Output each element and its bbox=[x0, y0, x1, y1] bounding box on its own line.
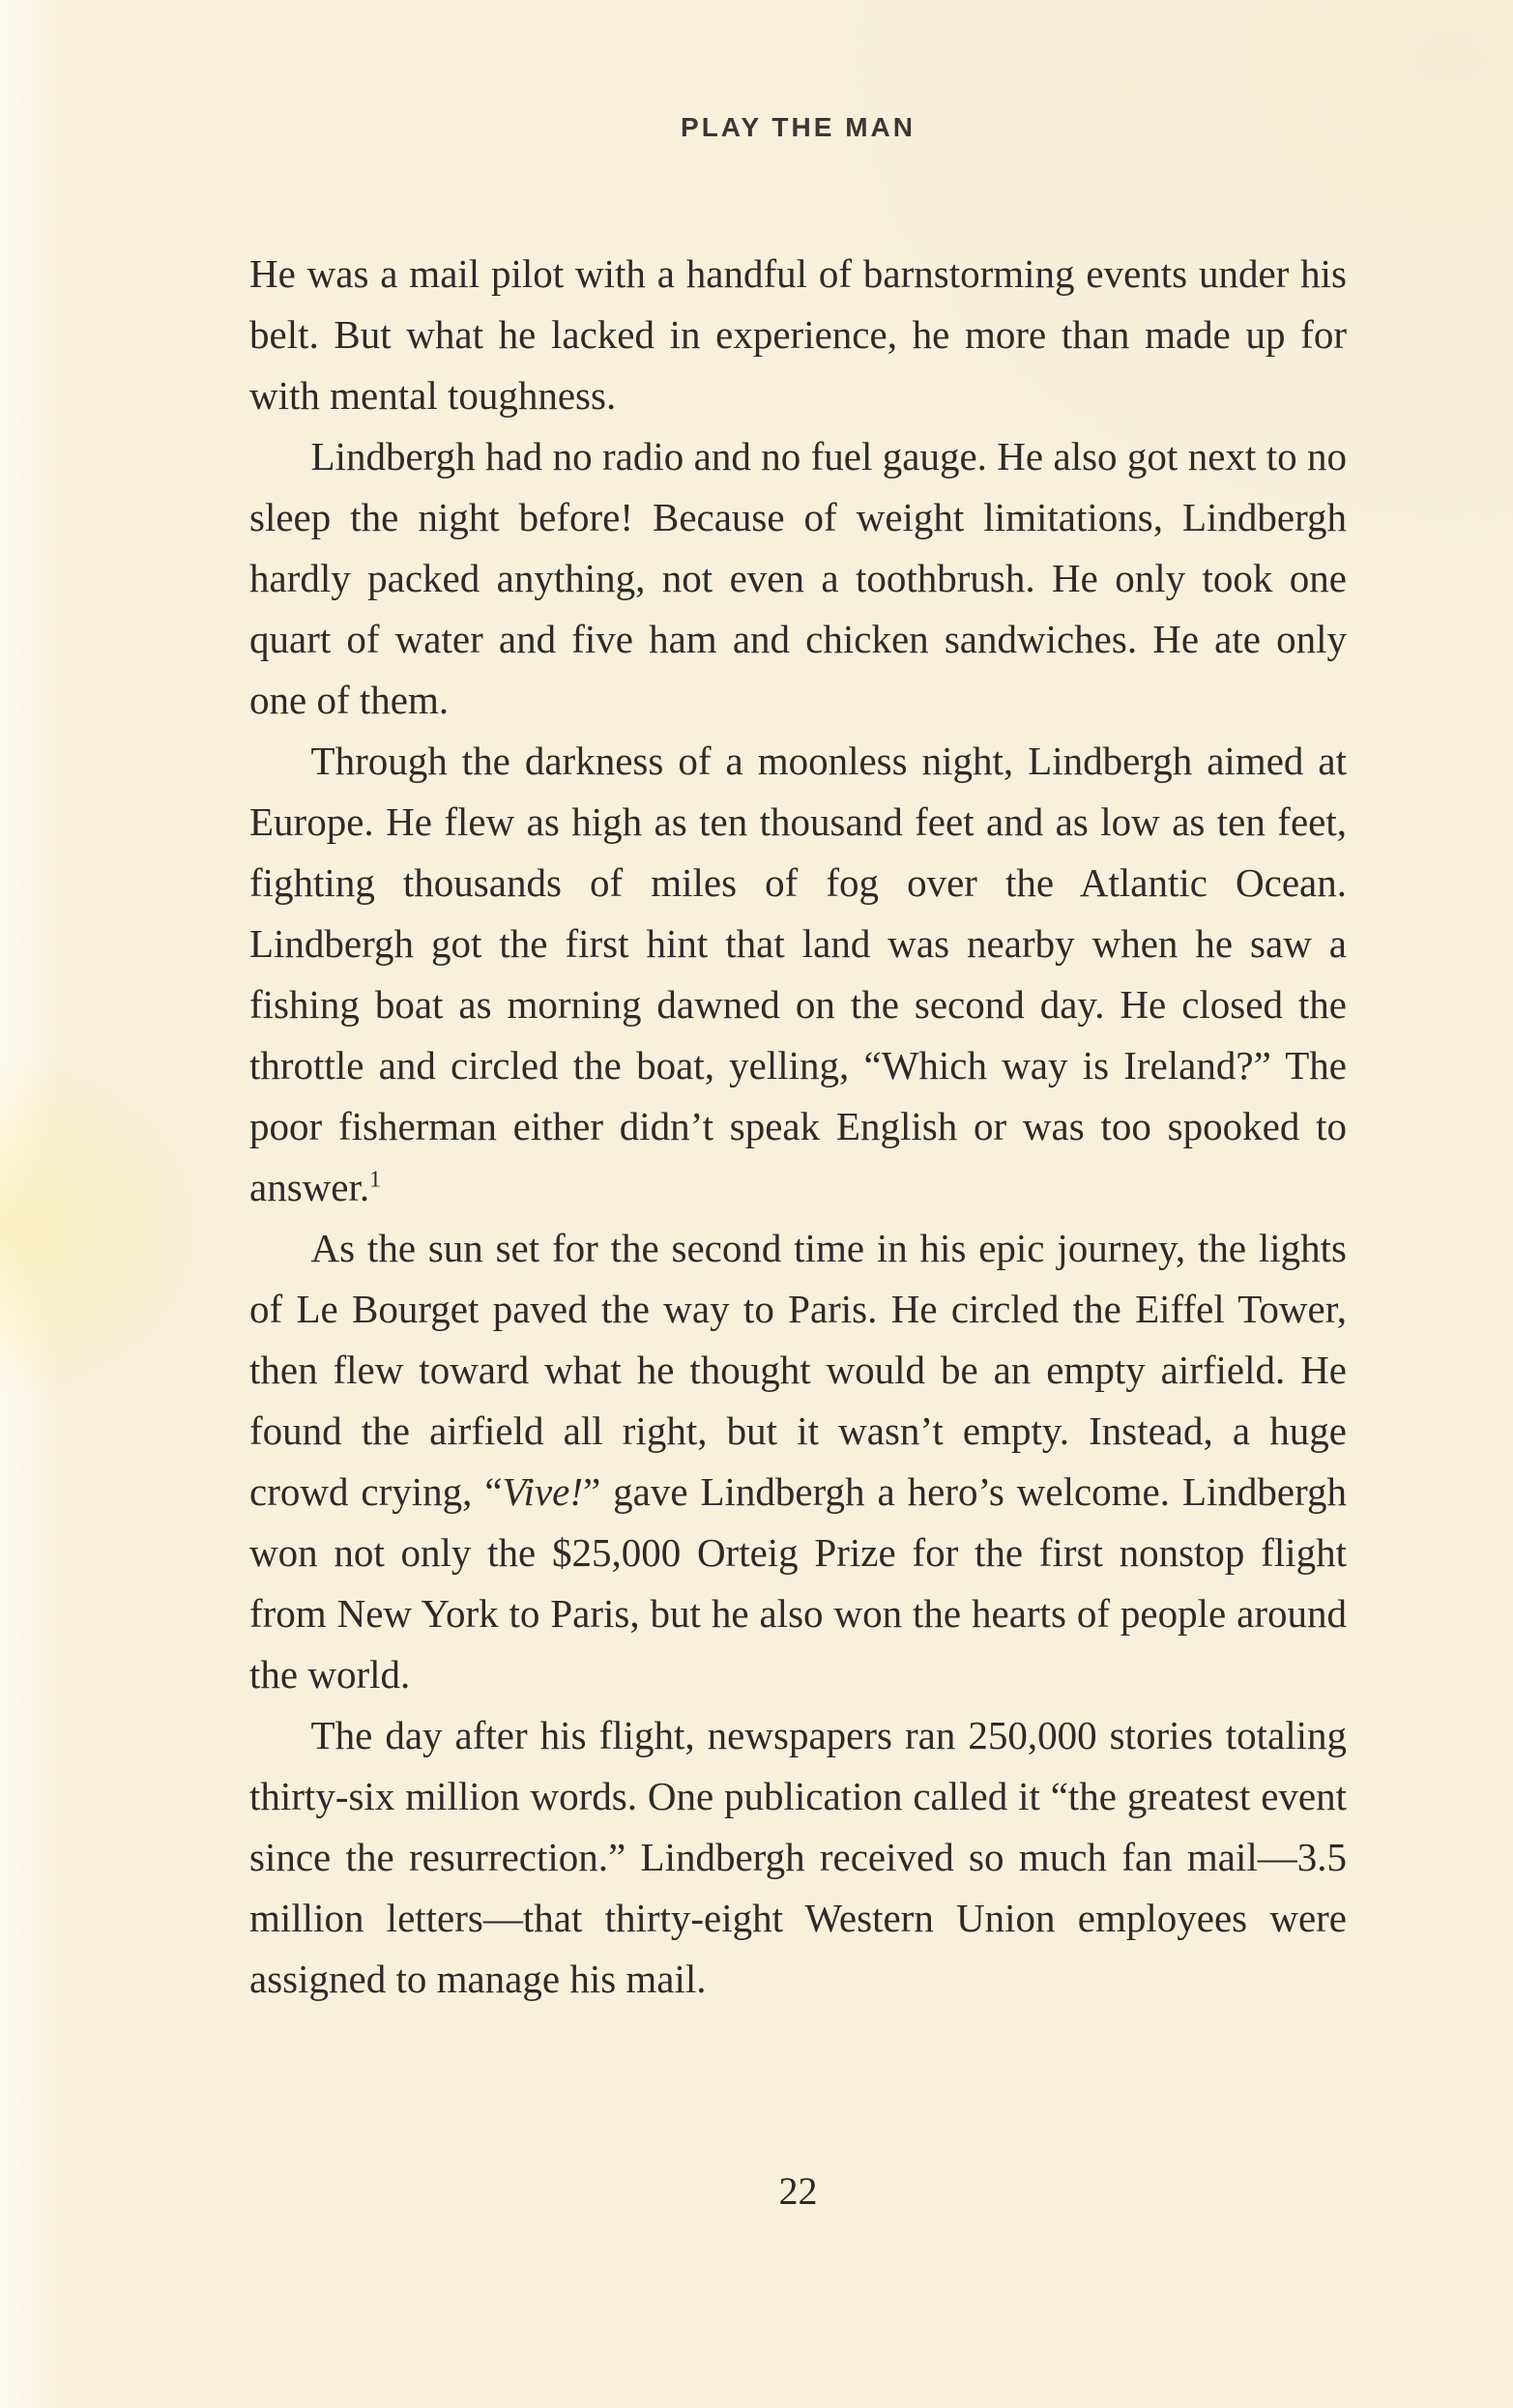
page-number: 22 bbox=[778, 2169, 818, 2213]
text-segment: As the sun set for the second time in his epic journey, the lights of Le Bourget paved the way to Paris. He circled the Eiffel Tower, then flew toward what he thought would be an empty airfield. He found the airfield all right, but it wasn’t empty. Instead, a huge crowd crying, “ bbox=[249, 1226, 1347, 1514]
text-segment: Lindbergh had no radio and no fuel gauge. He also got next to no sleep the night before! Because of weight limitations, Lindbergh hardly packed anything, not even a toothbrush. He only took one quart of water and five ham and chicken sandwiches. He ate only one of them. bbox=[249, 434, 1347, 722]
text-segment: ” gave Lindbergh a hero’s welcome. Lindbergh won not only the $25,000 Orteig Prize for the first nonstop flight from New York to Paris, but he also won the hearts of people around the world. bbox=[249, 1469, 1347, 1697]
running-head: PLAY THE MAN bbox=[681, 112, 916, 142]
paragraph bbox=[249, 426, 1347, 731]
paragraph bbox=[249, 244, 1347, 426]
text-segment: Through the darkness of a moonless night, Lindbergh aimed at Europe. He flew as high as ten thousand feet and as low as ten feet, fighting thousands of miles of fog over the Atlantic Ocean. Lindbergh got the first hint that land was nearby when he saw a fishing boat as morning dawned on the second day. He closed the throttle and circled the boat, yelling, “Which way is Ireland?” The poor fisherman either didn’t speak English or was too spooked to answer. bbox=[249, 739, 1347, 1209]
footnote-marker: 1 bbox=[369, 1167, 381, 1193]
body-text bbox=[249, 244, 1347, 2010]
paragraph bbox=[249, 1218, 1347, 1705]
italic-text: Vive! bbox=[502, 1469, 583, 1514]
paragraph bbox=[249, 731, 1347, 1218]
text-segment: The day after his flight, newspapers ran 250,000 stories totaling thirty-six million words. One publication called it “the greatest event since the resurrection.” Lindbergh received so much fan mail—3.5 million letters—that thirty-eight Western Union employees were assigned to manage his mail. bbox=[249, 1713, 1347, 2001]
text-segment: He was a mail pilot with a handful of barnstorming events under his belt. But what he lacked in experience, he more than made up for with mental toughness. bbox=[249, 251, 1347, 418]
paragraph bbox=[249, 1705, 1347, 2010]
